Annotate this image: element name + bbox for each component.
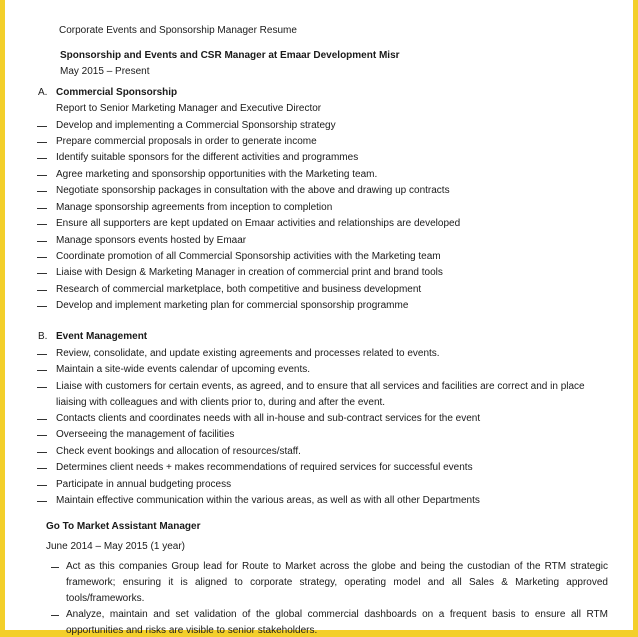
list-item: Determines client needs + makes recommendations of required services for successful events (56, 462, 473, 473)
list-bullet (37, 191, 47, 192)
section-b-heading: Event Management (56, 331, 148, 342)
list-item: Liaise with Design & Marketing Manager in creation of commercial print and brand tools (56, 267, 443, 278)
list-item: Check event bookings and allocation of resources/staff. (56, 446, 301, 457)
list-item: Manage sponsorship agreements from inception to completion (56, 202, 333, 213)
list-item: Research of commercial marketplace, both competitive and business development (56, 284, 422, 295)
list-bullet (37, 370, 47, 371)
list-bullet (37, 290, 47, 291)
list-bullet (37, 158, 47, 159)
job2-dates: June 2014 – May 2015 (1 year) (46, 541, 185, 552)
list-bullet (37, 224, 47, 225)
job2-item-2-line-2: opportunities and risks are visible to senior stakeholders. (66, 625, 318, 636)
list-bullet (37, 306, 47, 307)
list-item: Negotiate sponsorship packages in consultation with the above and drawing up contracts (56, 185, 450, 196)
list-item: Participate in annual budgeting process (56, 479, 232, 490)
document-title: Corporate Events and Sponsorship Manager Resume (59, 25, 297, 36)
section-a-marker: A. (38, 87, 48, 98)
list-item: Liaise with customers for certain events, as agreed, and to ensure that all services and facilities are correct and in place (56, 381, 585, 392)
list-item: Maintain a site-wide events calendar of upcoming events. (56, 364, 311, 375)
list-item: Ensure all supporters are kept updated on Emaar activities and relationships are developed (56, 218, 461, 229)
list-bullet (51, 615, 59, 616)
list-bullet (37, 126, 47, 127)
list-bullet (37, 468, 47, 469)
list-item: Manage sponsors events hosted by Emaar (56, 235, 247, 246)
list-item: Develop and implement marketing plan for commercial sponsorship programme (56, 300, 409, 311)
list-bullet (37, 419, 47, 420)
section-a-heading: Commercial Sponsorship (56, 87, 178, 98)
job2-item-1-line-3: tools/frameworks. (66, 593, 145, 604)
list-bullet (37, 273, 47, 274)
list-bullet (37, 241, 47, 242)
list-item: Coordinate promotion of all Commercial Sponsorship activities with the Marketing team (56, 251, 441, 262)
list-item: Contacts clients and coordinates needs with all in-house and sub-contract services for the event (56, 413, 481, 424)
resume-page (5, 0, 633, 636)
section-b-marker: B. (38, 331, 48, 342)
job1-title: Sponsorship and Events and CSR Manager at Emaar Development Misr (60, 50, 400, 61)
list-item: Overseeing the management of facilities (56, 429, 235, 440)
list-bullet (51, 567, 59, 568)
list-bullet (37, 175, 47, 176)
job2-item-1-line-2: framework; ensuring it is aligned to corporate strategy, operating model and all Sales & Marketing approved (66, 577, 608, 588)
list-item: Maintain effective communication within the various areas, as well as with all other Departments (56, 495, 480, 506)
job2-title: Go To Market Assistant Manager (46, 521, 201, 532)
list-bullet (37, 142, 47, 143)
list-bullet (37, 435, 47, 436)
job1-dates: May 2015 – Present (60, 66, 150, 77)
list-bullet (37, 485, 47, 486)
list-bullet (37, 208, 47, 209)
job2-item-1-line-1: Act as this companies Group lead for Route to Market across the globe and being the custodian of the RTM strategic (66, 561, 608, 572)
list-bullet (37, 501, 47, 502)
list-bullet (37, 387, 47, 388)
list-bullet (37, 452, 47, 453)
list-item: Prepare commercial proposals in order to generate income (56, 136, 317, 147)
job2-item-2-line-1: Analyze, maintain and set validation of the global commercial dashboards on a frequent basis to ensure all RTM (66, 609, 608, 620)
list-item: Develop and implementing a Commercial Sponsorship strategy (56, 120, 336, 131)
list-item-continuation: liaising with colleagues and with clients prior to, during and after the event. (56, 397, 386, 408)
list-item: Review, consolidate, and update existing agreements and processes related to events. (56, 348, 440, 359)
list-item: Identify suitable sponsors for the different activities and programmes (56, 152, 359, 163)
list-bullet (37, 257, 47, 258)
section-a-intro: Report to Senior Marketing Manager and Executive Director (56, 103, 322, 114)
list-bullet (37, 354, 47, 355)
list-item: Agree marketing and sponsorship opportunities with the Marketing team. (56, 169, 378, 180)
